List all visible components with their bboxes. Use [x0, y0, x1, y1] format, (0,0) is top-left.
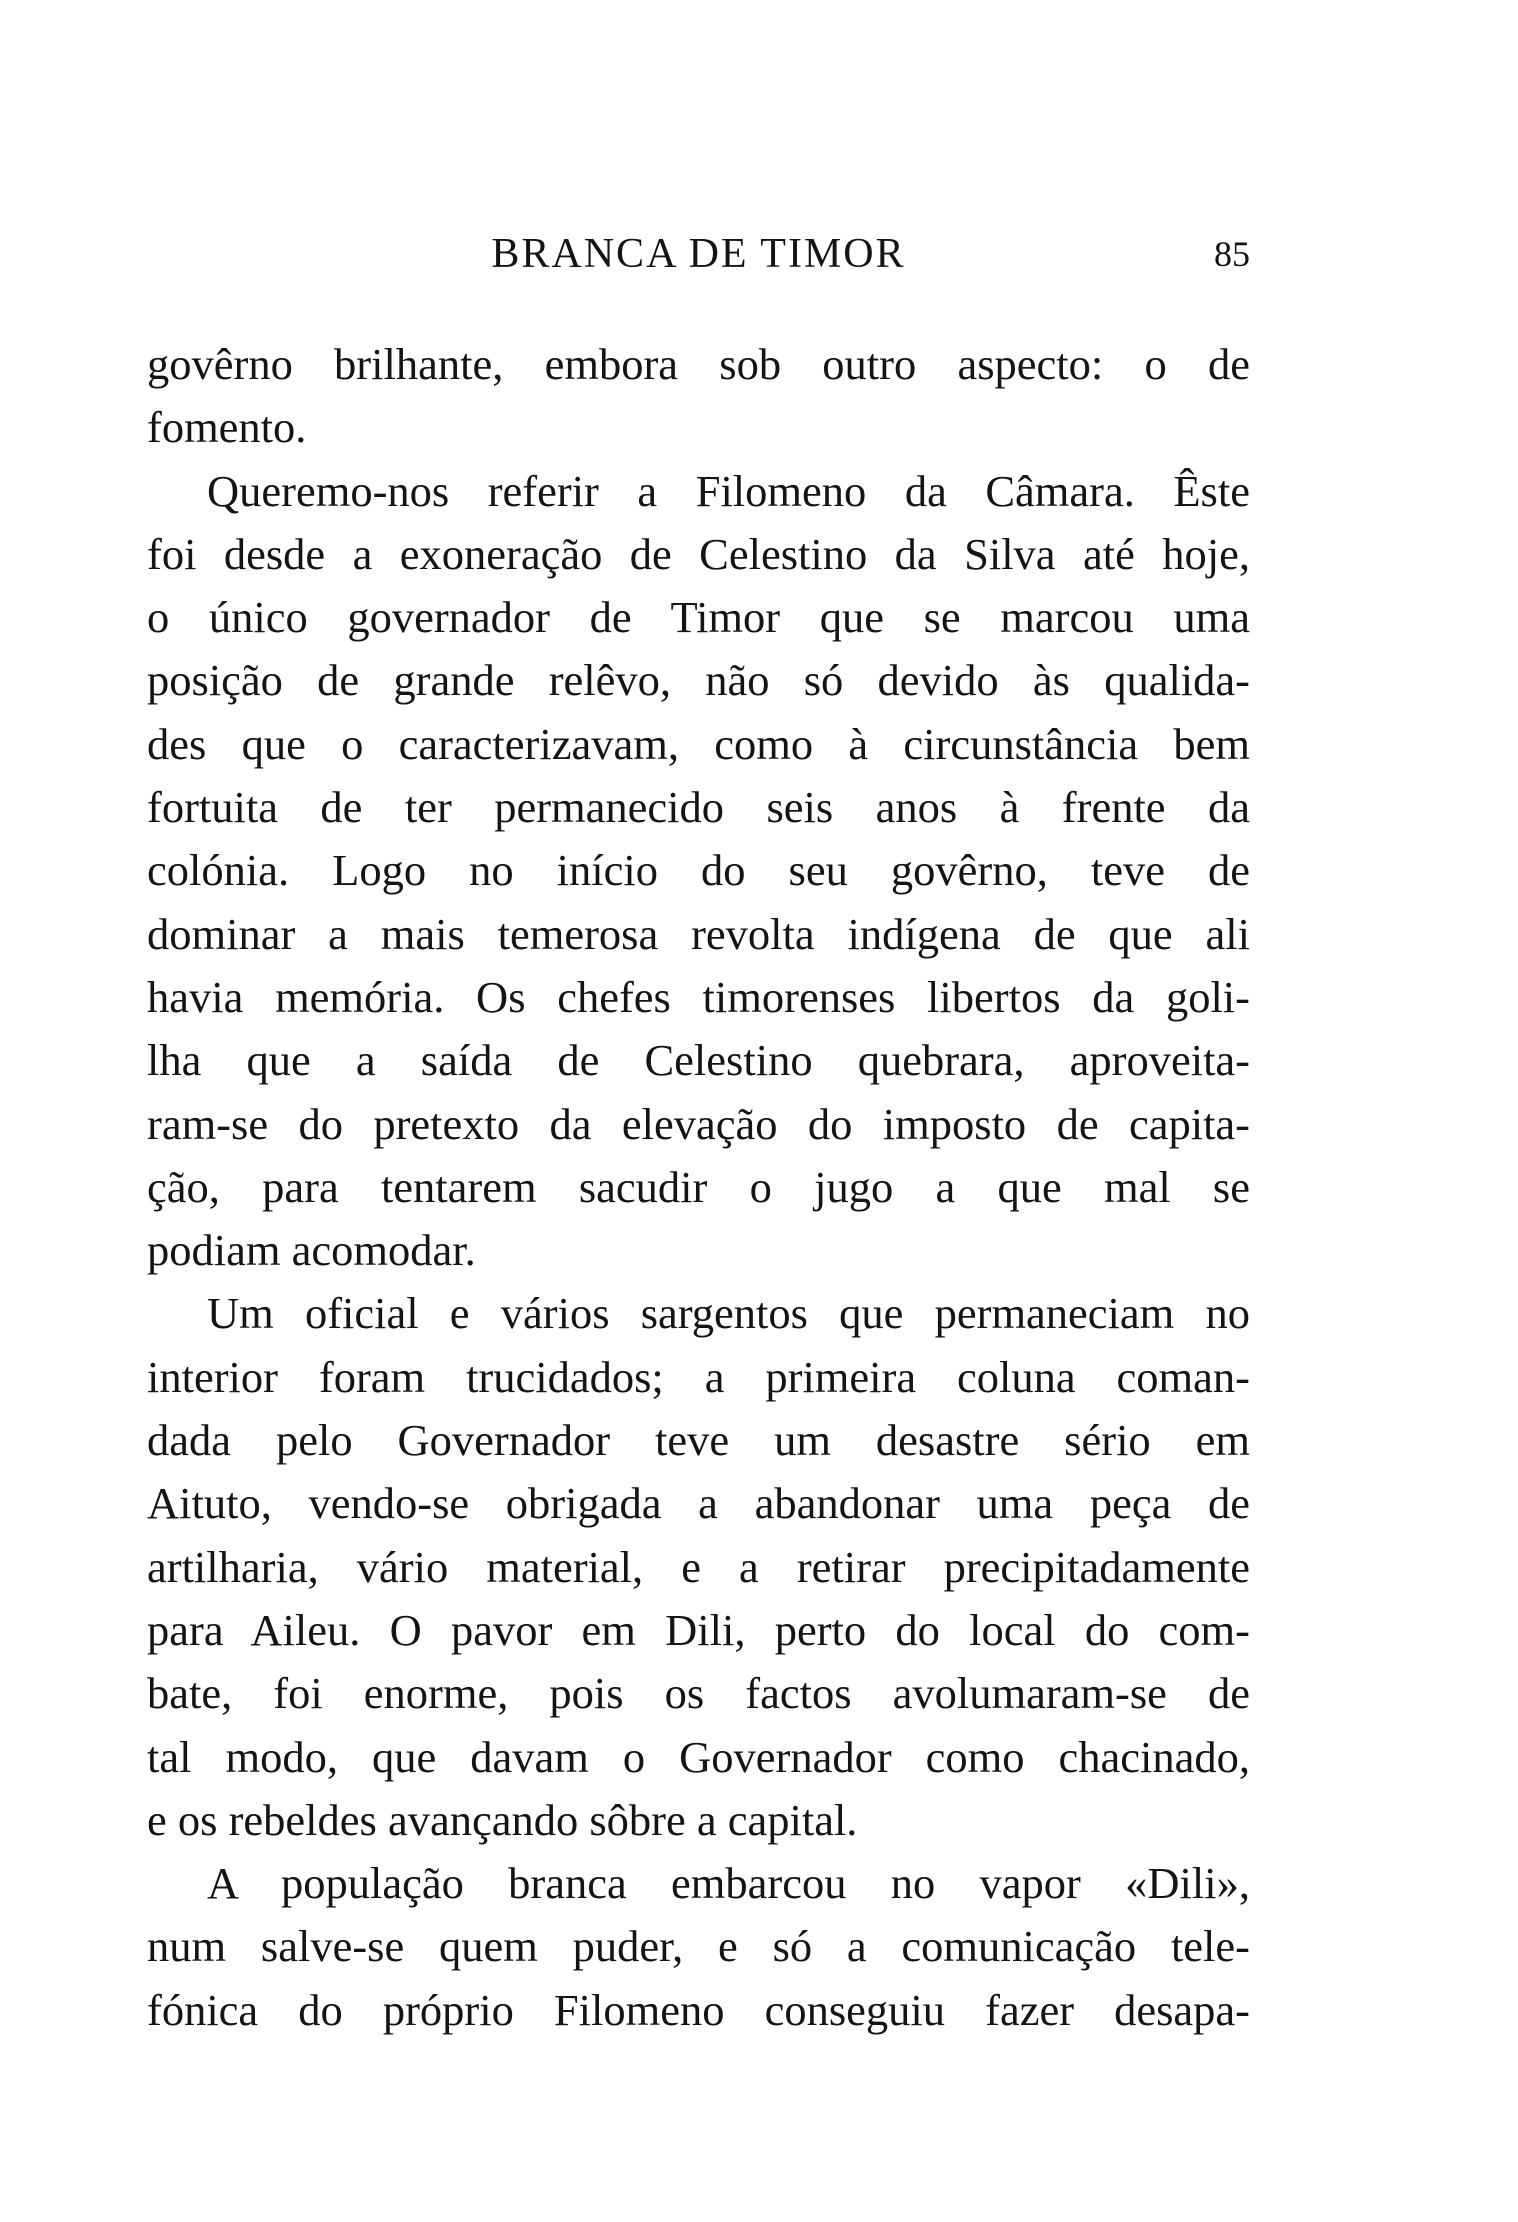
text-line: dominar a mais temerosa revolta indígena de que ali [147, 908, 1250, 959]
text-line: lha que a saída de Celestino quebrara, aproveita- [147, 1035, 1250, 1086]
text-line: e os rebeldes avançando sôbre a capital. [147, 1794, 858, 1845]
text-line: tal modo, que davam o Governador como chacinado, [147, 1731, 1250, 1782]
running-head [147, 224, 1250, 284]
text-line: foi desde a exoneração de Celestino da Silva até hoje, [147, 528, 1250, 579]
text-line: para Aileu. O pavor em Dili, perto do local do com- [147, 1604, 1250, 1655]
text-line: posição de grande relêvo, não só devido às qualida- [147, 655, 1250, 706]
text-line: fortuita de ter permanecido seis anos à frente da [147, 782, 1250, 833]
text-line: havia memória. Os chefes timorenses libertos da goli- [147, 971, 1250, 1022]
text-line: podiam acomodar. [147, 1225, 476, 1276]
text-line: A população branca embarcou no vapor «Dili», [207, 1858, 1250, 1909]
text-line: interior foram trucidados; a primeira coluna coman- [147, 1351, 1250, 1402]
page-number: 85 [1214, 234, 1250, 274]
text-line: fónica do próprio Filomeno conseguiu fazer desapa- [147, 1984, 1250, 2035]
text-line: ção, para tentarem sacudir o jugo a que mal se [147, 1161, 1250, 1212]
text-line: Aituto, vendo-se obrigada a abandonar uma peça de [147, 1478, 1250, 1529]
text-line: o único governador de Timor que se marcou uma [147, 592, 1250, 643]
text-line: Queremo-nos referir a Filomeno da Câmara. Êste [207, 465, 1250, 516]
text-line: colónia. Logo no início do seu govêrno, teve de [147, 845, 1250, 896]
text-line: num salve-se quem puder, e só a comunicação tele- [147, 1921, 1250, 1972]
text-line: bate, foi enorme, pois os factos avolumaram-se de [147, 1668, 1250, 1719]
body-text [147, 333, 1250, 2042]
paragraph [147, 333, 1250, 460]
text-line: Um oficial e vários sargentos que permaneciam no [207, 1288, 1250, 1339]
text-line: dada pelo Governador teve um desastre sério em [147, 1415, 1250, 1466]
text-line: govêrno brilhante, embora sob outro aspecto: o de [147, 339, 1250, 389]
text-line: des que o caracterizavam, como à circunstância bem [147, 718, 1250, 769]
text-line: fomento. [147, 402, 307, 453]
running-title: BRANCA DE TIMOR [491, 231, 906, 277]
paragraph [147, 1282, 1250, 1852]
paragraph [147, 460, 1250, 1283]
text-line: ram-se do pretexto da elevação do imposto de capita- [147, 1098, 1250, 1149]
paragraph [147, 1852, 1250, 2042]
text-line: artilharia, vário material, e a retirar precipitadamente [147, 1541, 1250, 1592]
